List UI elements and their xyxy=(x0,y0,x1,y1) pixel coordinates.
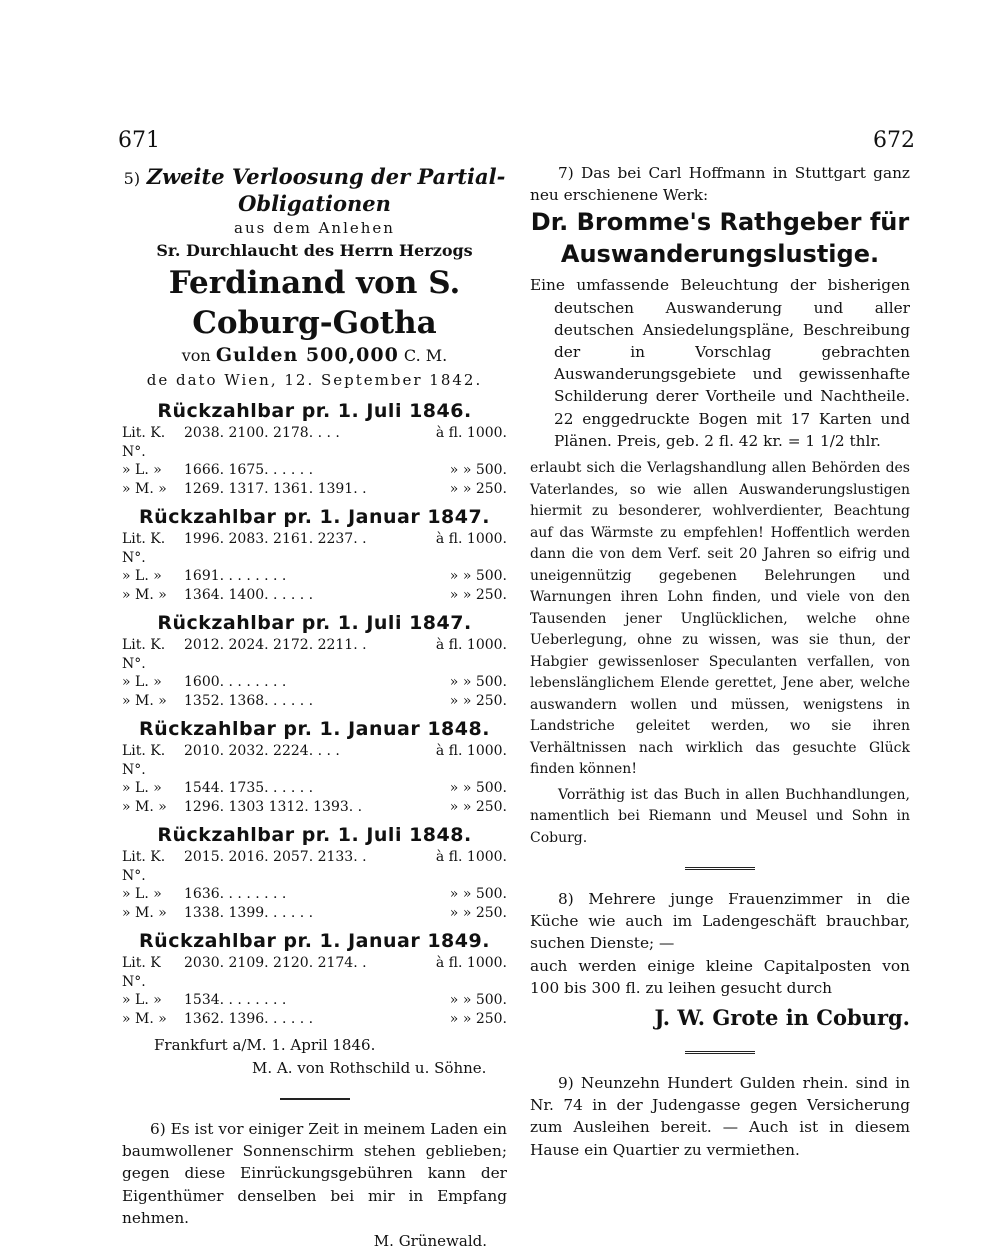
row-label: » M. » xyxy=(122,692,167,709)
notice5-signer: M. A. von Rothschild u. Söhne. xyxy=(252,1059,487,1077)
row-label: » M. » xyxy=(122,904,167,921)
row-label: » L. » xyxy=(122,780,162,796)
repayment-row xyxy=(122,530,507,567)
repayment-row xyxy=(122,480,507,499)
row-label: Lit. K N°. xyxy=(122,955,161,990)
row-amount: » » 500. xyxy=(449,674,507,690)
row-numbers: 1364. 1400. . . . . . xyxy=(184,586,314,603)
divider xyxy=(280,1098,350,1100)
row-numbers: 2038. 2100. 2178. . . . xyxy=(184,425,340,441)
page-number-right: 672 xyxy=(873,128,915,153)
notice5-title-line1: Zweite Verloosung der Partial- xyxy=(146,164,506,189)
notice6-text: 6) Es ist vor einiger Zeit in meinem Laden ein baumwollener Sonnenschirm stehen geblieben; gegen diese Einrückungsgebühren kann der Eigenthümer denselben bei mir in Empfang nehmen. xyxy=(122,1120,507,1227)
notice9-text: 9) Neunzehn Hundert Gulden rhein. sind in Nr. 74 in der Judengasse gegen Versicherung zum Ausleihen bereit. — Auch ist in diesem Hause ein Quartier zu vermiethen. xyxy=(530,1074,910,1159)
row-amount: » » 250. xyxy=(449,798,507,815)
notice5-title xyxy=(122,164,507,217)
repayment-row xyxy=(122,673,507,692)
notice5-dato: de dato Wien, 12. September 1842. xyxy=(146,371,483,389)
row-numbers: 1544. 1735. . . . . . xyxy=(184,780,314,796)
repayment-sections xyxy=(122,398,507,1028)
repayment-section xyxy=(122,822,507,922)
row-numbers: 2010. 2032. 2224. . . . xyxy=(184,743,340,759)
notice5-number: 5) xyxy=(123,169,141,188)
notice5-sr: Sr. Durchlaucht des Herrn Herzogs xyxy=(156,241,473,260)
page-number-left: 671 xyxy=(118,128,160,153)
repayment-row xyxy=(122,885,507,904)
right-column xyxy=(530,162,910,1161)
row-label: Lit. K. N°. xyxy=(122,637,166,672)
notice7-description: Eine umfassende Beleuchtung der bisherigen deutschen Auswanderung und aller deutschen Ansiedelungspläne, Beschreibung der in Vorschlag gebrachten Auswanderungsgebiete und gewissenhafte Schilderung derer Vortheile und Nachtheile. 22 enggedruckte Bogen mit 17 Karten und Plänen. Preis, geb. 2 fl. 42 kr. = 1 1/2 thlr. xyxy=(530,276,910,450)
row-label: » M. » xyxy=(122,1010,167,1027)
notice7-intro: 7) Das bei Carl Hoffmann in Stuttgart ganz neu erschienene Werk: xyxy=(530,164,910,205)
row-label: Lit. K. N°. xyxy=(122,531,166,566)
repayment-row xyxy=(122,904,507,923)
row-amount: » » 500. xyxy=(449,780,507,796)
repayment-row xyxy=(122,798,507,817)
row-numbers: 2015. 2016. 2057. 2133. . xyxy=(184,849,367,865)
row-label: Lit. K. N°. xyxy=(122,425,166,460)
left-column xyxy=(122,162,507,1253)
repayment-row xyxy=(122,461,507,480)
notice7-title: Dr. Bromme's Rathgeber für Auswanderungslustige. xyxy=(530,208,910,269)
row-amount: à fl. 1000. xyxy=(435,531,507,547)
row-numbers: 1352. 1368. . . . . . xyxy=(184,692,314,709)
repayment-heading: Rückzahlbar pr. 1. Januar 1847. xyxy=(139,506,490,528)
divider xyxy=(685,1051,755,1054)
repayment-section xyxy=(122,716,507,816)
row-amount: à fl. 1000. xyxy=(435,637,507,653)
row-amount: » » 500. xyxy=(449,462,507,478)
divider xyxy=(685,867,755,870)
repayment-row xyxy=(122,1010,507,1029)
row-amount: » » 500. xyxy=(449,568,507,584)
gulden-post: C. M. xyxy=(403,346,448,365)
row-amount: » » 250. xyxy=(449,692,507,709)
notice5-date-place: Frankfurt a/M. 1. April 1846. xyxy=(154,1036,376,1054)
notice8-text2: auch werden einige kleine Capitalposten von 100 bis 300 fl. zu leihen gesucht durch xyxy=(530,956,910,997)
repayment-row xyxy=(122,586,507,605)
repayment-row xyxy=(122,567,507,586)
notice5-aus: aus dem Anlehen xyxy=(234,219,395,237)
row-label: » L. » xyxy=(122,462,162,478)
notice8-text: 8) Mehrere junge Frauenzimmer in die Küche wie auch im Ladengeschäft brauchbar, suchen Dienste; — xyxy=(530,890,910,953)
repayment-row xyxy=(122,424,507,461)
notice5-gulden xyxy=(122,343,507,368)
row-label: » M. » xyxy=(122,586,167,603)
repayment-row xyxy=(122,636,507,673)
notice7-availability: Vorräthig ist das Buch in allen Buchhandlungen, namentlich bei Riemann und Meusel und Sohn in Coburg. xyxy=(530,786,910,846)
row-numbers: 2012. 2024. 2172. 2211. . xyxy=(184,637,367,653)
repayment-row xyxy=(122,692,507,711)
notice8-signature: J. W. Grote in Coburg. xyxy=(654,1005,910,1031)
row-amount: » » 500. xyxy=(449,992,507,1008)
repayment-section xyxy=(122,398,507,498)
row-amount: » » 250. xyxy=(449,1010,507,1027)
notice7-body: erlaubt sich die Verlagshandlung allen Behörden des Vaterlandes, so wie allen Auswanderungslustigen hiermit zu besonderer, wohlverdienter, Beachtung auf das Wärmste zu empfehlen! Hoffentlich werden dann die von dem Verf. seit 20 Jahren so eifrig und uneigennützig gegebenen Belehrungen und Warnungen ihren Lohn finden, und viele von den Tausenden jener Unglücklichen, welche ohne Ueberlegung, ohne zu wissen, was sie thun, der Habgier gewissenloser Speculanten verfallen, von lebenslänglichem Elende gerettet, Jene aber, welche auswandern wollen und müssen, wenigstens in Landstriche geleitet werden, wo sie ihren Verhältnissen nach wirklich das gesuchte Glück finden können! xyxy=(530,460,910,778)
gulden-main: Gulden 500,000 xyxy=(215,344,399,366)
repayment-heading: Rückzahlbar pr. 1. Juli 1848. xyxy=(157,824,472,846)
row-numbers: 2030. 2109. 2120. 2174. . xyxy=(184,955,367,971)
row-label: » L. » xyxy=(122,674,162,690)
row-numbers: 1269. 1317. 1361. 1391. . xyxy=(184,480,367,497)
row-amount: » » 250. xyxy=(449,480,507,497)
row-label: Lit. K. N°. xyxy=(122,743,166,778)
row-numbers: 1338. 1399. . . . . . xyxy=(184,904,314,921)
repayment-section xyxy=(122,504,507,604)
repayment-section xyxy=(122,610,507,710)
row-amount: » » 500. xyxy=(449,886,507,902)
row-label: Lit. K. N°. xyxy=(122,849,166,884)
row-amount: » » 250. xyxy=(449,904,507,921)
row-numbers: 1636. . . . . . . . xyxy=(184,886,287,902)
repayment-section xyxy=(122,928,507,1028)
repayment-heading: Rückzahlbar pr. 1. Juli 1846. xyxy=(157,400,472,422)
row-numbers: 1996. 2083. 2161. 2237. . xyxy=(184,531,367,547)
repayment-row xyxy=(122,848,507,885)
row-amount: à fl. 1000. xyxy=(435,849,507,865)
row-amount: » » 250. xyxy=(449,586,507,603)
repayment-heading: Rückzahlbar pr. 1. Januar 1849. xyxy=(139,930,490,952)
row-label: » M. » xyxy=(122,480,167,497)
notice6-signature: M. Grünewald. xyxy=(373,1232,487,1251)
row-label: » M. » xyxy=(122,798,167,815)
row-numbers: 1362. 1396. . . . . . xyxy=(184,1010,314,1027)
gulden-pre: von xyxy=(181,346,211,365)
notice5-ferdinand: Ferdinand von S. Coburg-Gotha xyxy=(168,265,461,341)
row-numbers: 1296. 1303 1312. 1393. . xyxy=(184,798,363,815)
row-label: » L. » xyxy=(122,992,162,1008)
row-numbers: 1666. 1675. . . . . . xyxy=(184,462,314,478)
row-numbers: 1600. . . . . . . . xyxy=(184,674,287,690)
row-label: » L. » xyxy=(122,886,162,902)
repayment-heading: Rückzahlbar pr. 1. Juli 1847. xyxy=(157,612,472,634)
row-amount: à fl. 1000. xyxy=(435,955,507,971)
repayment-row xyxy=(122,991,507,1010)
repayment-row xyxy=(122,779,507,798)
row-numbers: 1534. . . . . . . . xyxy=(184,992,287,1008)
notice5-title-line2: Obligationen xyxy=(238,191,391,216)
row-numbers: 1691. . . . . . . . xyxy=(184,568,287,584)
repayment-row xyxy=(122,954,507,991)
row-label: » L. » xyxy=(122,568,162,584)
row-amount: à fl. 1000. xyxy=(435,743,507,759)
row-amount: à fl. 1000. xyxy=(435,425,507,441)
repayment-heading: Rückzahlbar pr. 1. Januar 1848. xyxy=(139,718,490,740)
repayment-row xyxy=(122,742,507,779)
